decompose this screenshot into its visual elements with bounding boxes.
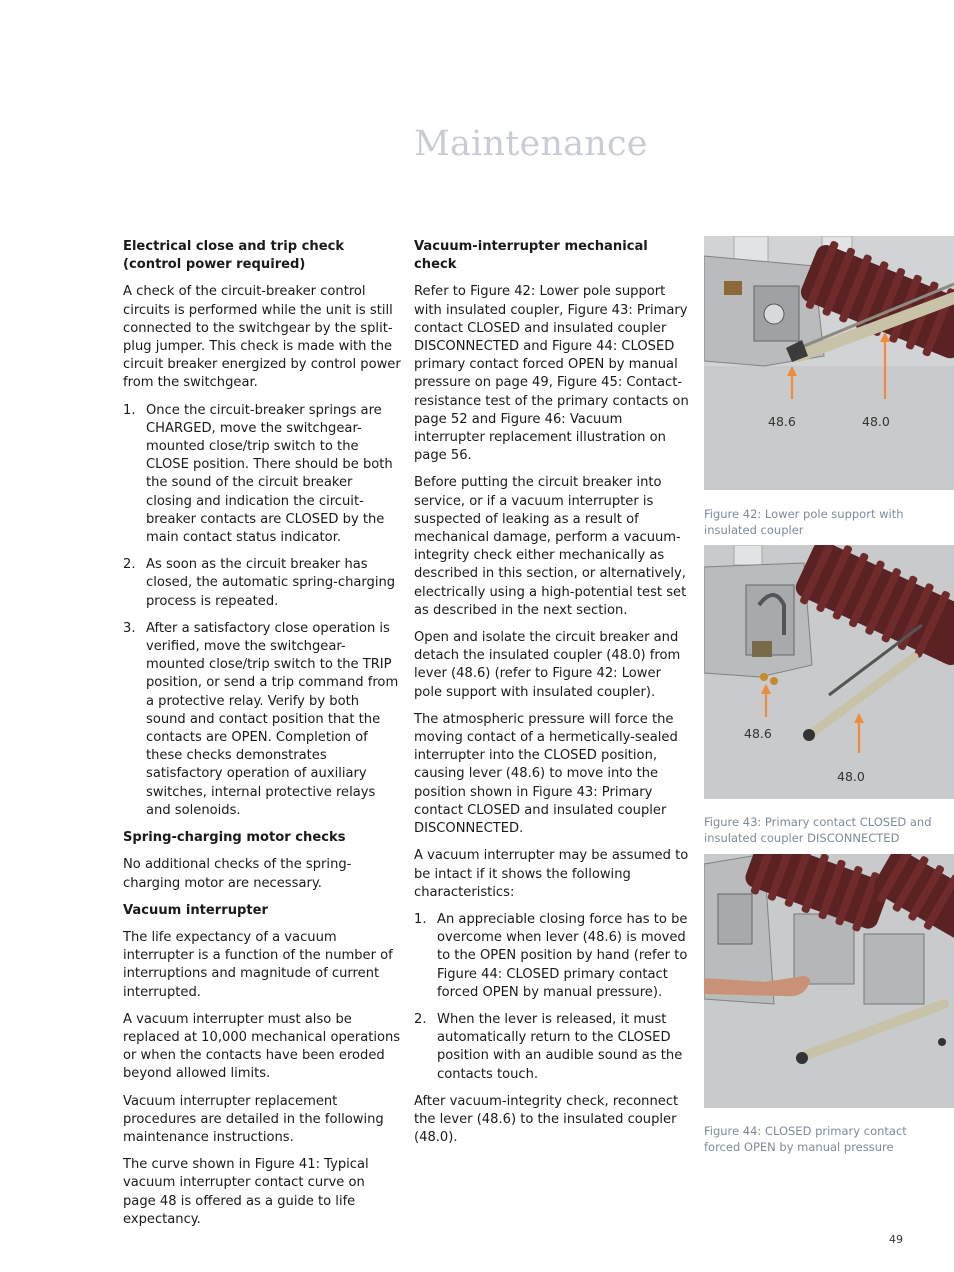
figure-44-illustration <box>704 854 954 1108</box>
page-title: Maintenance <box>414 124 648 164</box>
paragraph: The life expectancy of a vacuum interrupter is a function of the number of interruptions and magnitude of current interrupted. <box>123 929 393 1000</box>
heading-vacuum-mechanical-check: Vacuum-interrupter mechanical check <box>414 239 648 273</box>
list-text: Once the circuit-breaker springs are CHARGED, move the switchgear-mounted close/trip switch to the CLOSE position. There should be both the sound of the circuit breaker closing and indication the circuit-breaker contacts are CLOSED by the main contact status indicator. <box>146 402 393 546</box>
figure-42-label-48-0: 48.0 <box>862 414 890 429</box>
paragraph: Vacuum interrupter replacement procedures are detailed in the following maintenance instructions. <box>123 1093 384 1145</box>
list-number: 1. <box>414 911 427 927</box>
figure-44-caption: Figure 44: CLOSED primary contact forced OPEN by manual pressure <box>704 1124 907 1154</box>
paragraph: A vacuum interrupter must also be replaced at 10,000 mechanical operations or when the contacts have been eroded beyond allowed limits. <box>123 1011 401 1082</box>
numbered-list <box>123 402 401 820</box>
figure-43-caption: Figure 43: Primary contact CLOSED and insulated coupler DISCONNECTED <box>704 815 932 845</box>
figure-43-illustration <box>704 545 954 799</box>
paragraph: Open and isolate the circuit breaker and detach the insulated coupler (48.0) from lever (48.6) (refer to Figure 42: Lower pole support with insulated coupler). <box>414 630 681 700</box>
numbered-list <box>414 911 690 1084</box>
paragraph: The atmospheric pressure will force the moving contact of a hermetically-sealed interrupter into the CLOSED position, causing lever (48.6) to move into the position shown in Figure 43: Primary contact CLOSED and insulated coupler DISCONNECTED. <box>414 711 678 837</box>
heading-spring-charging: Spring-charging motor checks <box>123 830 346 846</box>
list-item <box>123 620 401 820</box>
paragraph: No additional checks of the spring-charging motor are necessary. <box>123 857 352 891</box>
figure-42-photo <box>704 236 954 490</box>
paragraph: Before putting the circuit breaker into service, or if a vacuum interrupter is suspected of leaking as a result of mechanical damage, perform a vacuum-integrity check either mechanically as described in this section, or alternatively, electrically using a high-potential test set as described in the next section. <box>414 475 687 618</box>
column-left <box>123 238 401 1238</box>
heading-vacuum-interrupter: Vacuum interrupter <box>123 902 269 918</box>
list-text: An appreciable closing force has to be overcome when lever (48.6) is moved to the OPEN position by hand (refer to Figure 44: CLOSED primary contact forced OPEN by manual pressure). <box>437 911 688 1000</box>
list-text: When the lever is released, it must automatically return to the CLOSED position with an audible sound as the contacts touch. <box>437 1011 683 1082</box>
paragraph: A check of the circuit-breaker control circuits is performed while the unit is still connected to the switchgear by the split-plug jumper. This check is made with the circuit breaker energized by control power from the switchgear. <box>123 284 401 391</box>
list-item <box>414 1011 690 1084</box>
figure-42-label-48-6: 48.6 <box>768 414 796 429</box>
figure-43-label-48-0: 48.0 <box>837 769 865 784</box>
heading-electrical-close-trip: Electrical close and trip check (control power required) <box>123 239 345 273</box>
list-number: 1. <box>123 402 136 418</box>
list-number: 2. <box>414 1011 427 1027</box>
list-number: 3. <box>123 620 136 636</box>
list-text: After a satisfactory close operation is verified, move the switchgear-mounted close/trip switch to the TRIP position, or send a trip command from a protective relay. Verify by both sound and contact position that the contacts are OPEN. Completion of these checks demonstrates satisfactory operation of auxiliary switches, internal protective relays and solenoids. <box>146 620 399 818</box>
list-text: As soon as the circuit breaker has closed, the automatic spring-charging process is repeated. <box>146 557 396 609</box>
figure-43-label-48-6: 48.6 <box>744 726 772 741</box>
list-item <box>414 911 690 1002</box>
paragraph: Refer to Figure 42: Lower pole support with insulated coupler, Figure 43: Primary contact CLOSED and insulated coupler DISCONNECTED and Figure 44: CLOSED primary contact forced OPEN by manual pressure on page 49, Figure 45: Contact-resistance test of the primary contacts on page 52 and Figure 46: Vacuum interrupter replacement illustration on page 56. <box>414 284 689 464</box>
list-item <box>123 556 401 611</box>
list-number: 2. <box>123 557 136 573</box>
figure-42-illustration <box>704 236 954 490</box>
page-number: 49 <box>889 1233 903 1246</box>
paragraph: The curve shown in Figure 41: Typical vacuum interrupter contact curve on page 48 is offered as a guide to life expectancy. <box>123 1157 369 1227</box>
figure-43-photo <box>704 545 954 799</box>
paragraph: After vacuum-integrity check, reconnect the lever (48.6) to the insulated coupler (48.0). <box>414 1093 679 1146</box>
column-middle <box>414 238 690 1156</box>
paragraph: A vacuum interrupter may be assumed to be intact if it shows the following characteristics: <box>414 848 689 900</box>
list-item <box>123 402 401 548</box>
figure-42-caption: Figure 42: Lower pole support with insulated coupler <box>704 507 904 537</box>
figure-44-photo <box>704 854 954 1108</box>
